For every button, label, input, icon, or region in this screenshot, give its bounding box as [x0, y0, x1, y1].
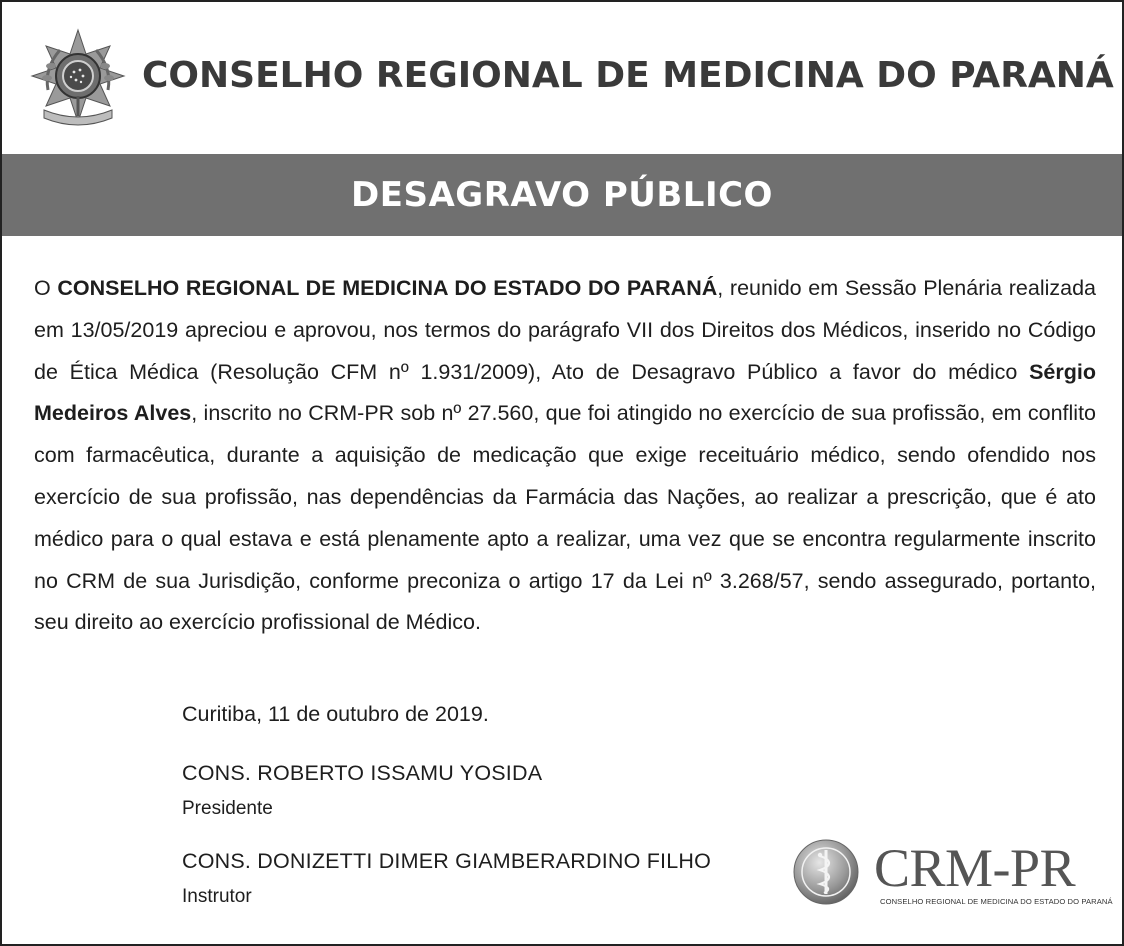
- brazil-coat-of-arms-icon: [30, 28, 126, 128]
- council-name: CONSELHO REGIONAL DE MEDICINA DO ESTADO DO PARANÁ: [57, 276, 718, 300]
- body-text-part-3: , inscrito no CRM-PR sob nº 27.560, que foi atingido no exercício de sua profissão, em conflito com farmacêutica, durante a aquisição de medicação que exige receituário médico, sendo ofendido nos exercício de sua profissão, nas dependências da Farmácia das Nações, ao realizar a prescrição, que é ato médico para o qual estava e está plenamente apto a realizar, uma vez que se encontra regularmente inscrito no CRM de sua Jurisdição, conforme preconiza o artigo 17 da Lei nº 3.268/57, sendo assegurado, portanto, seu direito ao exercício profissional de Médico.: [34, 401, 1096, 635]
- dateline: Curitiba, 11 de outubro de 2019.: [182, 702, 489, 726]
- signature-name-instructor: CONS. DONIZETTI DIMER GIAMBERARDINO FILHO: [182, 849, 712, 873]
- signature-name-president: CONS. ROBERTO ISSAMU YOSIDA: [182, 761, 543, 785]
- header-title: CONSELHO REGIONAL DE MEDICINA DO PARANÁ: [142, 55, 1114, 96]
- signature-role-instructor: Instrutor: [182, 886, 252, 907]
- body-text-part-2: , reunido em Sessão Plenária realizada em 13/05/2019 apreciou e aprovou, nos termos do parágrafo VII dos Direitos dos Médicos, inserido no Código de Ética Médica (Resolução CFM nº 1.931/2009), Ato de Desagravo Público a favor do médico: [34, 276, 1097, 384]
- notice-body: [34, 268, 1096, 644]
- signature-role-president: Presidente: [182, 798, 273, 819]
- body-text-part-1: O: [34, 276, 58, 300]
- banner-title: DESAGRAVO PÚBLICO: [351, 175, 773, 215]
- doctor-name: Sérgio Medeiros Alves: [34, 359, 1096, 426]
- notice-header: [2, 2, 1122, 152]
- crm-pr-wordmark: CRM-PR: [874, 838, 1076, 898]
- crm-pr-subtitle: CONSELHO REGIONAL DE MEDICINA DO ESTADO DO PARANÁ: [880, 897, 1113, 906]
- caduceus-medallion-icon: [792, 838, 860, 906]
